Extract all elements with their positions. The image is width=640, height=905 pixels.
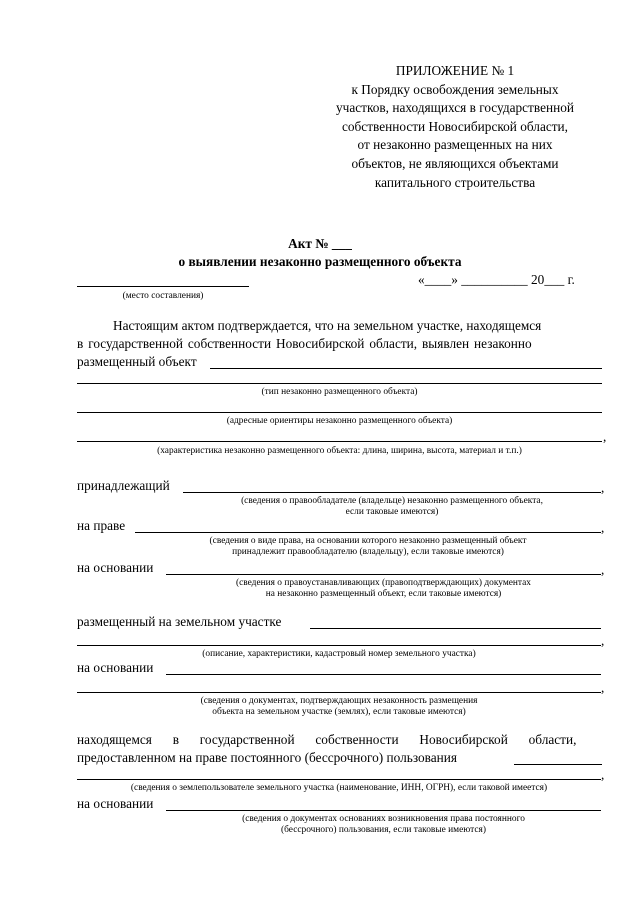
basis-line	[166, 574, 601, 575]
label-belonging: принадлежащий	[77, 478, 170, 493]
characteristics-caption: (характеристика незаконно размещенного объекта: длина, ширина, высота, материал и т.п.)	[157, 446, 522, 456]
act-title: Акт № ___	[288, 236, 352, 251]
label-placed-on: размещенный на земельном участке	[77, 614, 282, 629]
basis-caption-1: (сведения о правоустанавливающих (правоподтверждающих) документах	[235, 578, 531, 588]
intro-line-1: Настоящим актом подтверждается, что на земельном участке, находящемся	[113, 318, 542, 333]
label-on-basis-2: на основании	[77, 660, 154, 675]
intro-line-3: размещенный объект	[77, 354, 197, 369]
address-caption: (адресные ориентиры незаконно размещенного объекта)	[226, 416, 453, 426]
user-line	[77, 779, 601, 780]
act-subtitle: о выявлении незаконно размещенного объекта	[178, 254, 462, 269]
appendix-heading	[300, 62, 610, 192]
right-line	[135, 532, 601, 533]
place-line	[77, 286, 249, 287]
label-by-right: на праве	[77, 518, 126, 533]
appendix-line: ПРИЛОЖЕНИЕ № 1	[395, 63, 515, 78]
perpetual-use-line	[514, 764, 602, 765]
appendix-line: собственности Новосибирской области,	[341, 118, 568, 134]
label-on-basis: на основании	[77, 560, 154, 575]
basis-caption-2: на незаконно размещенный объект, если таковые имеются)	[265, 589, 502, 599]
address-line	[77, 412, 602, 413]
perpetual-caption-2: (бессрочного) пользования, если таковые имеются)	[281, 825, 486, 835]
perpetual-line	[166, 810, 601, 811]
appendix-line: объектов, не являющихся объектами	[351, 155, 559, 171]
comma: ,	[601, 562, 605, 577]
place-caption: (место составления)	[122, 291, 204, 301]
user-caption: (сведения о землепользователе земельного участка (наименование, ИНН, ОГРН), если таковой имеется)	[130, 783, 548, 793]
right-caption-1: (сведения о виде права, на основании которого незаконно размещенный объект	[209, 536, 527, 546]
owner-caption-2: если таковые имеются)	[345, 507, 439, 517]
owner-line	[183, 492, 601, 493]
comma: ,	[601, 480, 605, 495]
illegal-line	[166, 674, 601, 675]
comma: ,	[603, 429, 607, 444]
comma: ,	[601, 680, 605, 695]
land-caption: (описание, характеристики, кадастровый номер земельного участка)	[202, 649, 476, 659]
land-plot-line	[310, 628, 601, 629]
right-caption-2: принадлежит правообладателю (владельцу), если таковые имеются)	[232, 547, 504, 557]
appendix-line: от незаконно размещенных на них	[357, 137, 553, 153]
comma: ,	[601, 633, 605, 648]
appendix-line: участков, находящихся в государственной	[336, 100, 574, 116]
comma: ,	[601, 520, 605, 535]
appendix-line: к Порядку освобождения земельных	[351, 81, 559, 97]
state-line-1: находящемся в государственной собственности Новосибирской области,	[77, 732, 577, 747]
comma: ,	[601, 767, 605, 782]
date-field: «____» __________ 20___ г.	[418, 272, 575, 287]
object-name-line	[210, 368, 602, 369]
state-line-2: предоставленном на праве постоянного (бессрочного) пользования	[77, 750, 458, 765]
perpetual-caption-1: (сведения о документах основаниях возникновения права постоянного	[242, 814, 525, 824]
appendix-line: капитального строительства	[374, 174, 536, 190]
intro-line-2: в государственной собственности Новосибирской области, выявлен незаконно	[77, 336, 532, 351]
illegal-caption-1: (сведения о документах, подтверждающих незаконность размещения	[200, 696, 478, 706]
land-plot-line-2	[77, 645, 601, 646]
illegal-line-2	[77, 692, 601, 693]
characteristics-line	[77, 441, 602, 442]
owner-caption-1: (сведения о правообладателе (владельце) незаконно размещенного объекта,	[241, 496, 543, 506]
label-on-basis-3: на основании	[77, 796, 154, 811]
object-type-caption: (тип незаконно размещенного объекта)	[261, 387, 418, 397]
object-type-line	[77, 383, 602, 384]
illegal-caption-2: объекта на земельном участке (землях), если таковые имеются)	[212, 707, 466, 717]
